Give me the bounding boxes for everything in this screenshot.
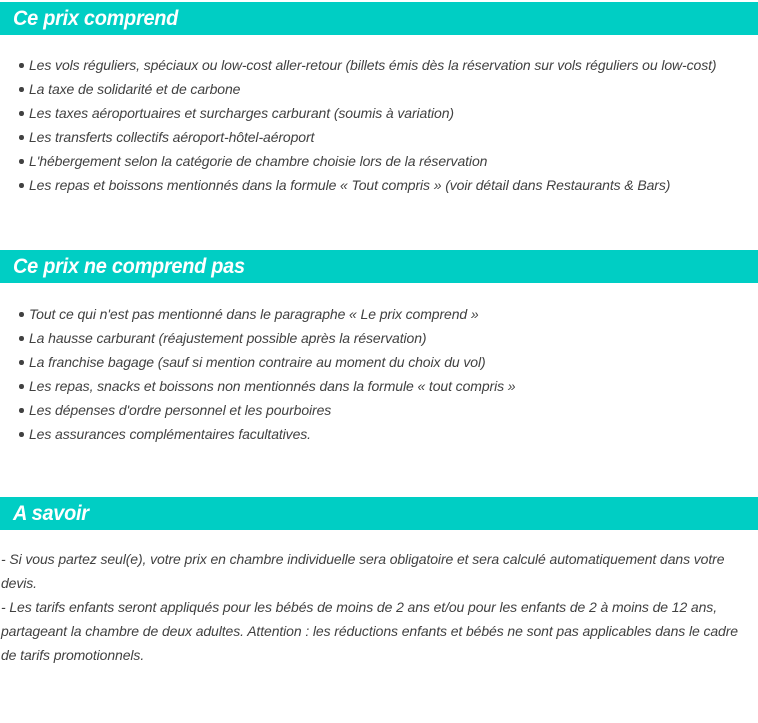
note-paragraph: - Si vous partez seul(e), votre prix en chambre individuelle sera obligatoire et sera calculé automatiquement dans votre devis. bbox=[1, 551, 725, 591]
list-item: L'hébergement selon la catégorie de chambre choisie lors de la réservation bbox=[29, 149, 752, 173]
section-price-includes bbox=[0, 2, 758, 197]
note-paragraph: - Les tarifs enfants seront appliqués pour les bébés de moins de 2 ans et/ou pour les enfants de 2 à moins de 12 ans, partageant la chambre de deux adultes. Attention : les réductions enfants et bébés ne sont pas applicables dans le cadre de tarifs promotionnels. bbox=[1, 599, 738, 663]
section-title-notes: A savoir bbox=[13, 501, 89, 525]
section-header-price-excludes bbox=[0, 250, 758, 283]
list-item: Les vols réguliers, spéciaux ou low-cost aller-retour (billets émis dès la réservation sur vols réguliers ou low-cost) bbox=[29, 53, 752, 77]
list-item: Les repas, snacks et boissons non mentionnés dans la formule « tout compris » bbox=[29, 374, 752, 398]
section-title-price-excludes: Ce prix ne comprend pas bbox=[13, 254, 245, 278]
section-header-notes bbox=[0, 497, 758, 530]
section-header-price-includes bbox=[0, 2, 758, 35]
price-excludes-list bbox=[0, 302, 758, 446]
list-item: Tout ce qui n'est pas mentionné dans le paragraphe « Le prix comprend » bbox=[29, 302, 752, 326]
notes-text-block bbox=[0, 547, 758, 667]
list-item: Les assurances complémentaires facultatives. bbox=[29, 422, 752, 446]
list-item: Les taxes aéroportuaires et surcharges carburant (soumis à variation) bbox=[29, 101, 752, 125]
list-item: Les transferts collectifs aéroport-hôtel-aéroport bbox=[29, 125, 752, 149]
list-item: La taxe de solidarité et de carbone bbox=[29, 77, 752, 101]
section-price-excludes bbox=[0, 250, 758, 446]
list-item: La hausse carburant (réajustement possible après la réservation) bbox=[29, 326, 752, 350]
price-includes-list bbox=[0, 53, 758, 197]
list-item: La franchise bagage (sauf si mention contraire au moment du choix du vol) bbox=[29, 350, 752, 374]
list-item: Les repas et boissons mentionnés dans la formule « Tout compris » (voir détail dans Restaurants & Bars) bbox=[29, 173, 752, 197]
section-notes bbox=[0, 497, 758, 667]
list-item: Les dépenses d'ordre personnel et les pourboires bbox=[29, 398, 752, 422]
section-title-price-includes: Ce prix comprend bbox=[13, 6, 179, 30]
